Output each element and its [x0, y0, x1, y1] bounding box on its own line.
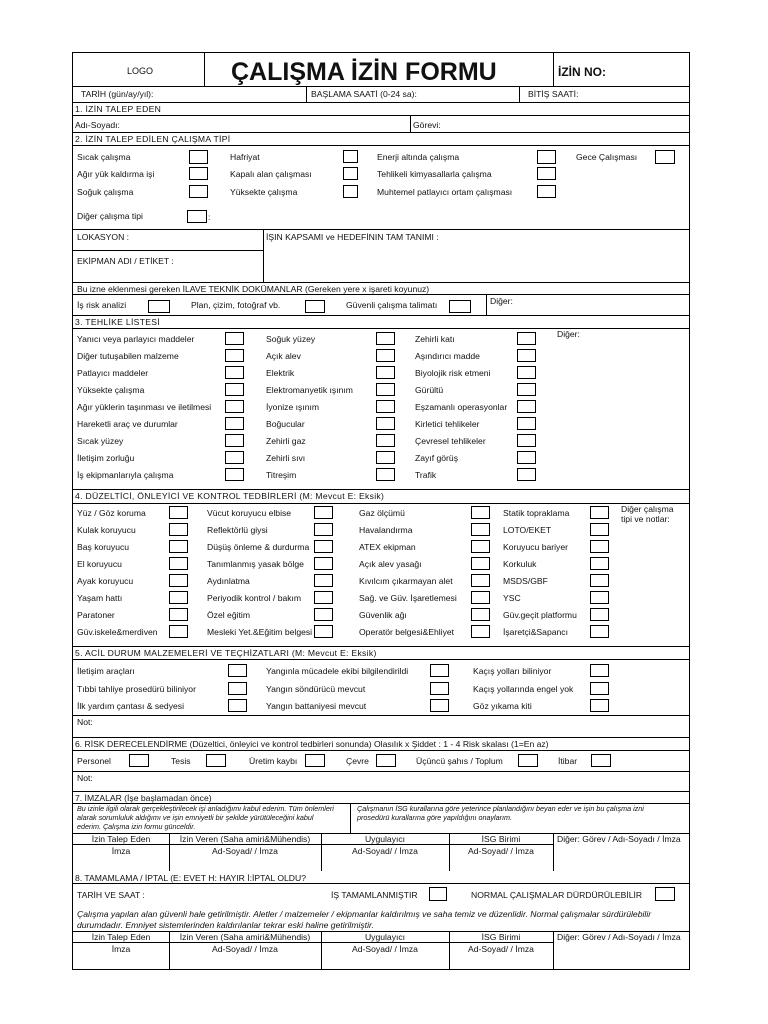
risk-item: Personel	[77, 756, 111, 766]
signature-header: Uygulayıcı	[364, 932, 406, 942]
measure-checkbox[interactable]	[169, 591, 188, 604]
hazard-checkbox[interactable]	[225, 366, 244, 379]
hazard-checkbox[interactable]	[376, 332, 395, 345]
measure-checkbox[interactable]	[471, 506, 490, 519]
measure-item: Ayak koruyucu	[77, 576, 134, 586]
measure-item: Koruyucu bariyer	[503, 542, 568, 552]
signature-table	[73, 833, 689, 870]
measure-checkbox[interactable]	[471, 523, 490, 536]
doc-checkbox[interactable]	[148, 300, 170, 313]
start-time-label: BAŞLAMA SAATİ (0-24 sa):	[311, 89, 417, 99]
hazard-item: Elektrik	[266, 368, 295, 378]
section5-title: 5. ACİL DURUM MALZEMELERİ VE TEÇHİZATLARI (M: Mevcut E: Eksik)	[75, 648, 377, 658]
hazard-item: Yanıcı veya parlayıcı maddeler	[77, 334, 195, 344]
other-work-type-colon: :	[208, 212, 211, 222]
doc-checkbox[interactable]	[449, 300, 471, 313]
hazard-checkbox[interactable]	[517, 434, 536, 447]
work-type-checkbox[interactable]	[343, 167, 358, 180]
hazard-checkbox[interactable]	[376, 383, 395, 396]
measure-item: Sağ. ve Güv. İşaretlemesi	[359, 593, 457, 603]
measure-checkbox[interactable]	[590, 506, 609, 519]
risk-checkbox[interactable]	[591, 754, 611, 767]
hazard-checkbox[interactable]	[376, 434, 395, 447]
signature-header: İSG Birimi	[481, 932, 521, 942]
measure-checkbox[interactable]	[590, 540, 609, 553]
signature-subheader: Ad-Soyad/ / İmza	[468, 846, 534, 856]
table-divider	[553, 833, 554, 871]
measure-item: Korkuluk	[503, 559, 537, 569]
hazard-checkbox[interactable]	[517, 366, 536, 379]
measure-item: LOTO/EKET	[503, 525, 552, 535]
emergency-checkbox[interactable]	[228, 699, 247, 712]
hazard-item: İletişim zorluğu	[77, 453, 135, 463]
signature-header: İzin Talep Eden	[91, 834, 151, 844]
measure-checkbox[interactable]	[314, 591, 333, 604]
emergency-checkbox[interactable]	[590, 664, 609, 677]
docs-other-label: Diğer:	[490, 296, 513, 306]
signature-header: İzin Veren (Saha amiri&Mühendis)	[179, 932, 311, 942]
signature-statement-right: Çalışmanın İSG kurallarına göre yeterince planlandığını beyan eder ve işin bu çalışma izni prosedürü kurallarına göre yapıldığını onaylarım.	[357, 804, 644, 822]
measure-checkbox[interactable]	[590, 574, 609, 587]
emergency-item: Tıbbi tahliye prosedürü biliniyor	[77, 684, 196, 694]
hazard-item: Zehirli sıvı	[266, 453, 306, 463]
work-type-checkbox[interactable]	[189, 167, 208, 180]
signature-subheader: Ad-Soyad/ / İmza	[212, 944, 278, 954]
risk-checkbox[interactable]	[206, 754, 226, 767]
measure-checkbox[interactable]	[590, 608, 609, 621]
measure-item: İşaretçi&Sapancı	[503, 627, 568, 637]
work-type-checkbox[interactable]	[537, 185, 556, 198]
date-label: TARİH (gün/ay/yıl):	[81, 89, 154, 99]
work-type-checkbox[interactable]	[343, 185, 358, 198]
measure-item: Yaşam hattı	[77, 593, 123, 603]
measure-checkbox[interactable]	[169, 540, 188, 553]
work-type-item: Sıcak çalışma	[77, 152, 131, 162]
emergency-item: Yangın söndürücü mevcut	[266, 684, 366, 694]
work-type-item: Kapalı alan çalışması	[230, 169, 312, 179]
risk-item: Üçüncü şahıs / Toplum	[416, 756, 503, 766]
hazard-checkbox[interactable]	[517, 417, 536, 430]
hazard-item: Biyolojik risk etmeni	[415, 368, 491, 378]
hazard-checkbox[interactable]	[376, 366, 395, 379]
work-permit-form	[72, 52, 690, 970]
work-type-item: Tehlikeli kimyasallarla çalışma	[377, 169, 492, 179]
doc-checkbox[interactable]	[305, 300, 325, 313]
end-time-label: BİTİŞ SAATİ:	[528, 89, 579, 99]
hazard-item: Zayıf görüş	[415, 453, 458, 463]
hazard-item: İyonize ışınım	[266, 402, 320, 412]
measure-checkbox[interactable]	[590, 523, 609, 536]
measure-item: ATEX ekipman	[359, 542, 416, 552]
measure-checkbox[interactable]	[314, 523, 333, 536]
other-work-type-label: Diğer çalışma tipi	[77, 211, 143, 221]
hazard-item: Sıcak yüzey	[77, 436, 124, 446]
hazard-checkbox[interactable]	[376, 468, 395, 481]
section5-note-label: Not:	[77, 717, 93, 727]
measure-checkbox[interactable]	[471, 625, 490, 638]
measure-item: Kulak koruyucu	[77, 525, 136, 535]
measure-item: Operatör belgesi&Ehliyet	[359, 627, 455, 637]
work-type-item: Ağır yük kaldırma işi	[77, 169, 155, 179]
signature-subheader: Ad-Soyad/ / İmza	[212, 846, 278, 856]
section4-title: 4. DÜZELTİCİ, ÖNLEYİCİ VE KONTROL TEDBİRLERİ (M: Mevcut E: Eksik)	[75, 491, 385, 501]
table-divider	[73, 844, 553, 845]
measure-item: Gaz ölçümü	[359, 508, 405, 518]
measure-item: Aydınlatma	[207, 576, 250, 586]
hazard-checkbox[interactable]	[225, 349, 244, 362]
work-type-checkbox[interactable]	[343, 150, 358, 163]
measure-checkbox[interactable]	[314, 540, 333, 553]
measure-item: Açık alev yasağı	[359, 559, 422, 569]
hazard-checkbox[interactable]	[376, 400, 395, 413]
risk-checkbox[interactable]	[376, 754, 396, 767]
emergency-item: Yangınla mücadele ekibi bilgilendirildi	[266, 666, 409, 676]
hazard-item: Boğucular	[266, 419, 305, 429]
position-label: Görevi:	[413, 120, 441, 130]
hazard-item: Açık alev	[266, 351, 301, 361]
hazard-item: Titreşim	[266, 470, 297, 480]
hazard-item: Gürültü	[415, 385, 444, 395]
signature-header: İzin Talep Eden	[91, 932, 151, 942]
measure-item: Baş koruyucu	[77, 542, 130, 552]
completed-checkbox[interactable]	[429, 887, 447, 901]
measure-item: Vücut koruyucu elbise	[207, 508, 292, 518]
measure-item: YSC	[503, 593, 521, 603]
hazard-checkbox[interactable]	[376, 417, 395, 430]
hazard-item: Diğer tutuşabilen malzeme	[77, 351, 179, 361]
work-type-item: Muhtemel patlayıcı ortam çalışması	[377, 187, 513, 197]
scope-label: İŞIN KAPSAMI ve HEDEFİNIN TAM TANIMI :	[266, 232, 439, 242]
page-title: ÇALIŞMA İZİN FORMU	[231, 58, 497, 86]
section8-title: 8. TAMAMLAMA / İPTAL (E: EVET H: HAYIR İ:İPTAL OLDU?	[75, 873, 306, 883]
hazard-item: Hareketli araç ve durumlar	[77, 419, 178, 429]
measure-item: Güv.iskele&merdiven	[77, 627, 158, 637]
hazard-item: Zehirli gaz	[266, 436, 306, 446]
measure-item: Reflektörlü giysi	[207, 525, 268, 535]
hazard-checkbox[interactable]	[517, 332, 536, 345]
hazard-item: Kirletici tehlikeler	[415, 419, 480, 429]
signature-header: İzin Veren (Saha amiri&Mühendis)	[179, 834, 311, 844]
hazard-item: Trafik	[415, 470, 437, 480]
section6-note-label: Not:	[77, 773, 93, 783]
signature-subheader: İmza	[111, 846, 131, 856]
docs-title: Bu izne eklenmesi gereken İLAVE TEKNİK DOKÜMANLAR (Gereken yere x işareti koyunuz)	[77, 284, 430, 294]
signature-subheader: Ad-Soyad/ / İmza	[468, 944, 534, 954]
work-type-item: Hafriyat	[230, 152, 260, 162]
measure-item: Tanımlanmış yasak bölge	[207, 559, 304, 569]
logo-text: LOGO	[127, 66, 154, 76]
hazard-other-label: Diğer:	[557, 329, 580, 339]
measure-checkbox[interactable]	[169, 574, 188, 587]
doc-item: İş risk analizi	[77, 300, 127, 310]
hazard-checkbox[interactable]	[225, 383, 244, 396]
measure-checkbox[interactable]	[314, 574, 333, 587]
emergency-item: İlk yardım çantası & sedyesi	[77, 701, 184, 711]
work-type-checkbox[interactable]	[189, 185, 208, 198]
name-label: Adı-Soyadı:	[75, 120, 120, 130]
hazard-checkbox[interactable]	[517, 349, 536, 362]
measure-checkbox[interactable]	[590, 625, 609, 638]
measure-item: Paratoner	[77, 610, 115, 620]
table-divider	[73, 942, 553, 943]
measure-checkbox[interactable]	[471, 591, 490, 604]
hazard-item: Elektromanyetik ışınım	[266, 385, 353, 395]
hazard-item: Aşındırıcı madde	[415, 351, 480, 361]
measure-checkbox[interactable]	[169, 557, 188, 570]
emergency-item: Yangın battaniyesi mevcut	[266, 701, 367, 711]
location-label: LOKASYON :	[77, 232, 130, 242]
measure-item: Yüz / Göz koruma	[77, 508, 146, 518]
hazard-checkbox[interactable]	[225, 332, 244, 345]
other-work-type-checkbox[interactable]	[187, 210, 207, 223]
measure-item: Düşüş önleme & durdurma	[207, 542, 310, 552]
emergency-checkbox[interactable]	[590, 699, 609, 712]
signature-header: Diğer: Görev / Adı-Soyadı / İmza	[557, 932, 681, 942]
doc-item: Güvenli çalışma talimatı	[346, 300, 438, 310]
completion-statement: Çalışma yapılan alan güvenli hale getirilmiştir. Aletler / malzemeler / ekipmanlar kaldırılmış ve saha temiz ve düzenlidir. Normal çalışmalar sürdürülebilir durumdadır. Emniyet sistemlerinden kaldırılanlar tekrar eski haline getirilmiştir.	[77, 909, 652, 930]
risk-item: İtibar	[558, 756, 578, 766]
measure-item: Havalandırma	[359, 525, 413, 535]
section6-title: 6. RİSK DERECELENDİRME (Düzeltici, önleyici ve kontrol tedbirleri sonunda) Olasılık x Şiddet : 1 - 4 Risk skalası (1=En az)	[75, 739, 549, 749]
emergency-checkbox[interactable]	[430, 664, 449, 677]
measure-item: Güvenlik ağı	[359, 610, 407, 620]
hazard-checkbox[interactable]	[225, 451, 244, 464]
work-type-checkbox[interactable]	[537, 167, 556, 180]
risk-item: Üretim kaybı	[249, 756, 298, 766]
measure-item: El koruyucu	[77, 559, 122, 569]
hazard-item: Ağır yüklerin taşınması ve iletilmesi	[77, 402, 212, 412]
signature-header: Uygulayıcı	[364, 834, 406, 844]
hazard-checkbox[interactable]	[517, 383, 536, 396]
emergency-checkbox[interactable]	[430, 682, 449, 695]
measure-item: Özel eğitim	[207, 610, 250, 620]
hazard-checkbox[interactable]	[225, 468, 244, 481]
completed-label: İŞ TAMAMLANMIŞTIR	[331, 890, 418, 900]
emergency-item: Kaçış yolları biliniyor	[473, 666, 552, 676]
work-type-checkbox[interactable]	[189, 150, 208, 164]
measure-checkbox[interactable]	[169, 625, 188, 638]
hazard-item: İş ekipmanlarıyla çalışma	[77, 470, 174, 480]
measure-checkbox[interactable]	[314, 506, 333, 519]
normal-work-checkbox[interactable]	[655, 887, 675, 901]
measure-checkbox[interactable]	[471, 540, 490, 553]
hazard-checkbox[interactable]	[517, 400, 536, 413]
measure-item: MSDS/GBF	[503, 576, 548, 586]
hazard-item: Soğuk yüzey	[266, 334, 316, 344]
measure-item: Güv.geçit platformu	[503, 610, 577, 620]
risk-checkbox[interactable]	[129, 754, 149, 767]
emergency-item: Kaçış yollarında engel yok	[473, 684, 574, 694]
hazard-item: Çevresel tehlikeler	[415, 436, 486, 446]
work-type-item: Enerji altında çalışma	[377, 152, 460, 162]
emergency-checkbox[interactable]	[430, 699, 449, 712]
section2-title: 2. İZİN TALEP EDİLEN ÇALIŞMA TİPİ	[75, 134, 231, 144]
measures-other-line2: tipi ve notlar:	[621, 514, 670, 524]
measure-checkbox[interactable]	[169, 523, 188, 536]
table-divider	[553, 931, 554, 969]
emergency-checkbox[interactable]	[228, 682, 247, 695]
doc-item: Plan, çizim, fotoğraf vb.	[191, 300, 281, 310]
work-type-item: Soğuk çalışma	[77, 187, 134, 197]
section7-title: 7. İMZALAR (İşe başlamadan önce)	[75, 793, 212, 803]
signature-statement-left: Bu izinle ilgili olarak gerçekleştirilecek işi anladığımı kabul ederim. Tüm önlemleri alarak sorumluluk aldığımı ve işin emniyetli bir şekilde yürütüleceğini kabul ederim. Çalışma izin formu günceldir.	[77, 804, 334, 831]
measure-checkbox[interactable]	[590, 557, 609, 570]
signature-header: İSG Birimi	[481, 834, 521, 844]
hazard-item: Patlayıcı maddeler	[77, 368, 149, 378]
hazard-item: Yüksekte çalışma	[77, 385, 145, 395]
hazard-checkbox[interactable]	[517, 451, 536, 464]
hazard-checkbox[interactable]	[225, 434, 244, 447]
normal-work-label: NORMAL ÇALIŞMALAR DÜRDÜRÜLEBİLİR	[471, 890, 643, 900]
measure-checkbox[interactable]	[169, 506, 188, 519]
emergency-checkbox[interactable]	[590, 682, 609, 695]
measure-checkbox[interactable]	[169, 608, 188, 621]
risk-item: Çevre	[346, 756, 369, 766]
permit-no-label: İZİN NO:	[558, 65, 606, 79]
measure-checkbox[interactable]	[471, 557, 490, 570]
emergency-item: Göz yıkama kiti	[473, 701, 532, 711]
risk-item: Tesis	[171, 756, 191, 766]
hazard-checkbox[interactable]	[517, 468, 536, 481]
measure-checkbox[interactable]	[314, 625, 333, 638]
equipment-label: EKİPMAN ADI / ETİKET :	[77, 256, 174, 266]
measure-item: Statik topraklama	[503, 508, 570, 518]
measure-checkbox[interactable]	[314, 608, 333, 621]
work-type-checkbox[interactable]	[537, 150, 556, 164]
section1-title: 1. İZİN TALEP EDEN	[75, 104, 162, 114]
emergency-item: İletişim araçları	[77, 666, 135, 676]
risk-checkbox[interactable]	[518, 754, 538, 767]
measure-checkbox[interactable]	[471, 574, 490, 587]
completion-signature-table	[73, 931, 689, 969]
emergency-checkbox[interactable]	[228, 664, 247, 677]
signature-subheader: Ad-Soyad/ / İmza	[352, 944, 418, 954]
measure-checkbox[interactable]	[590, 591, 609, 604]
measure-checkbox[interactable]	[314, 557, 333, 570]
datetime-label: TARİH VE SAAT :	[77, 890, 145, 900]
measure-item: Kıvılcım çıkarmayan alet	[359, 576, 453, 586]
hazard-checkbox[interactable]	[225, 417, 244, 430]
measure-checkbox[interactable]	[471, 608, 490, 621]
measure-item: Mesleki Yet.&Eğitim belgesi	[207, 627, 313, 637]
hazard-item: Eşzamanlı operasyonlar	[415, 402, 508, 412]
signature-header: Diğer: Görev / Adı-Soyadı / İmza	[557, 834, 681, 844]
hazard-checkbox[interactable]	[376, 451, 395, 464]
section3-title: 3. TEHLİKE LİSTESİ	[75, 317, 161, 327]
hazard-item: Zehirli katı	[415, 334, 455, 344]
work-type-item: Gece Çalışması	[576, 152, 638, 162]
hazard-checkbox[interactable]	[376, 349, 395, 362]
signature-subheader: İmza	[111, 944, 131, 954]
work-type-item: Yüksekte çalışma	[230, 187, 298, 197]
signature-subheader: Ad-Soyad/ / İmza	[352, 846, 418, 856]
measure-item: Periyodik kontrol / bakım	[207, 593, 302, 603]
measures-other-line1: Diğer çalışma	[621, 504, 674, 514]
hazard-checkbox[interactable]	[225, 400, 244, 413]
work-type-checkbox[interactable]	[655, 150, 675, 164]
risk-checkbox[interactable]	[305, 754, 325, 767]
